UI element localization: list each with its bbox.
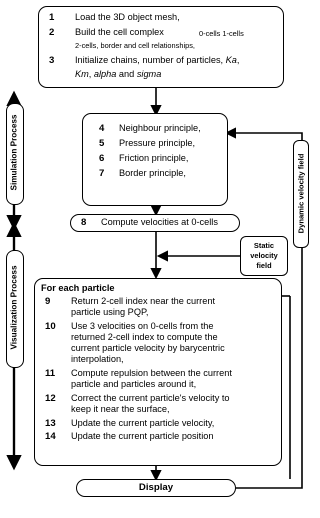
step-number: 1 bbox=[49, 12, 55, 23]
step-text: Neighbour principle, bbox=[119, 123, 201, 133]
particle-loop-box bbox=[34, 278, 282, 466]
display-label: Display bbox=[138, 482, 174, 493]
step-line: Update the current particle velocity, bbox=[71, 418, 215, 428]
step-line: particle using PQP, bbox=[71, 307, 149, 317]
step-detail: 0-cells 1-cells bbox=[199, 29, 244, 38]
initialization-box bbox=[38, 6, 284, 88]
step-line: keep it near the surface, bbox=[71, 404, 170, 414]
step-line: returned 2-cell index to compute the bbox=[71, 332, 218, 342]
step-text: Compute velocities at 0-cells bbox=[101, 217, 218, 227]
step-line: particle and particles around it, bbox=[71, 379, 197, 389]
step-line: Use 3 velocities on 0-cells from the bbox=[71, 321, 214, 331]
step-number: 9 bbox=[45, 296, 51, 307]
step-line: interpolation, bbox=[71, 354, 124, 364]
step-text: Initialize chains, number of particles, Ka, bbox=[75, 55, 240, 65]
step-line: current particle velocity by barycentric bbox=[71, 343, 225, 353]
step-line: Compute repulsion between the current bbox=[71, 368, 232, 378]
static-field-line: field bbox=[256, 261, 272, 270]
dynamic-field-label: Dynamic velocity field bbox=[296, 153, 306, 234]
step-number: 3 bbox=[49, 55, 55, 66]
display-box bbox=[76, 479, 236, 497]
static-field-box bbox=[240, 236, 288, 276]
step-number: 2 bbox=[49, 27, 55, 38]
step-number: 7 bbox=[99, 168, 105, 179]
step-number: 10 bbox=[45, 321, 56, 332]
step-text: Pressure principle, bbox=[119, 138, 196, 148]
step-line: Return 2-cell index near the current bbox=[71, 296, 216, 306]
step-line: Correct the current particle's velocity to bbox=[71, 393, 230, 403]
step-number: 13 bbox=[45, 418, 56, 429]
step-number: 5 bbox=[99, 138, 105, 149]
static-field-line: Static bbox=[253, 241, 275, 250]
step-line: Update the current particle position bbox=[71, 431, 214, 441]
simulation-label: Simulation Process bbox=[9, 114, 19, 191]
step-text: Build the cell complex bbox=[75, 27, 164, 37]
step-number: 8 bbox=[81, 217, 87, 228]
step-text: Km, alpha and sigma bbox=[75, 69, 162, 79]
step-number: 11 bbox=[45, 368, 56, 379]
compute-box bbox=[70, 214, 240, 232]
step-number: 14 bbox=[45, 431, 56, 442]
step-text: Load the 3D object mesh, bbox=[75, 12, 180, 22]
step-number: 12 bbox=[45, 393, 56, 404]
step-number: 6 bbox=[99, 153, 105, 164]
visualization-label: Visualization Process bbox=[9, 265, 19, 350]
particle-loop-title: For each particle bbox=[41, 283, 115, 293]
principles-box bbox=[82, 113, 228, 206]
static-field-line: velocity bbox=[250, 251, 278, 260]
step-number: 4 bbox=[99, 123, 105, 134]
step-text: Border principle, bbox=[119, 168, 186, 178]
step-text: Friction principle, bbox=[119, 153, 189, 163]
step-detail: 2-cells, border and cell relationships, bbox=[75, 41, 195, 50]
